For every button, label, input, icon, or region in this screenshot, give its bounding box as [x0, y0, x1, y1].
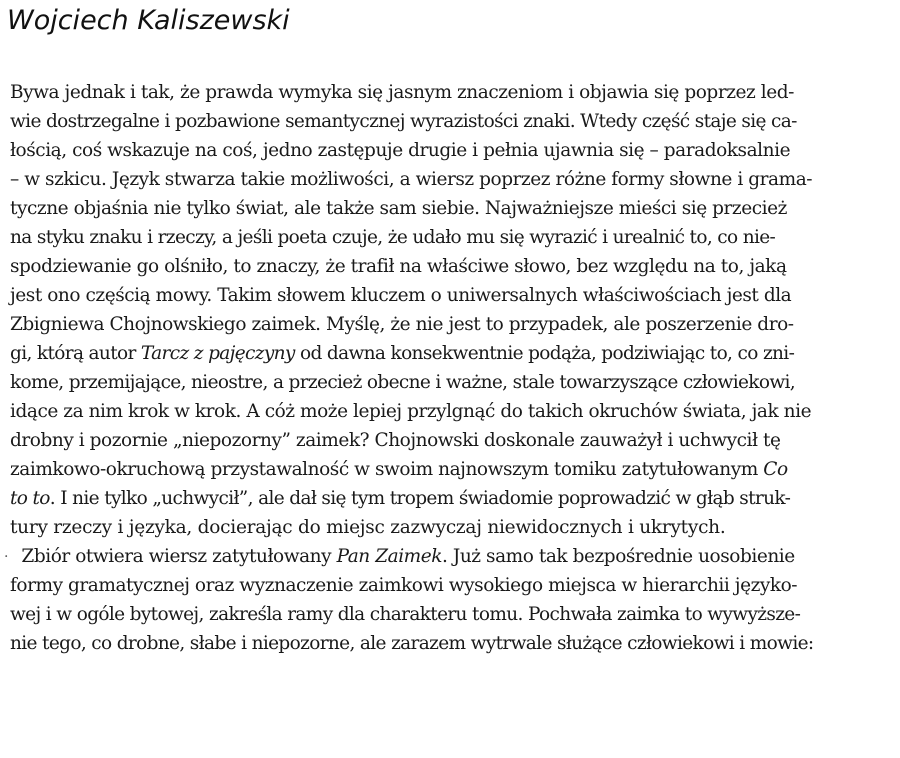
text-line: idące za nim krok w krok. A cóż może lepiej przylgnąć do takich okruchów świata, jak nie: [10, 401, 812, 422]
text-line: spodziewanie go olśniło, to znaczy, że trafił na właściwe słowo, bez względu na to, jaką: [10, 256, 787, 277]
text-line: Bywa jednak i tak, że prawda wymyka się jasnym znaczeniom i objawia się poprzez led-: [10, 82, 794, 103]
text-line: na styku znaku i rzeczy, a jeśli poeta czuje, że udało mu się wyrazić i urealnić to, co nie-: [10, 227, 776, 248]
book-title: Co: [763, 459, 788, 480]
text-run: Zbiór otwiera wiersz zatytułowany: [16, 546, 337, 567]
text-line: [10, 339, 894, 368]
poem-title: Pan Zaimek: [336, 546, 443, 567]
text-line: kome, przemijające, nieostre, a przecież obecne i ważne, stale towarzyszące człowiekowi,: [10, 372, 796, 393]
text-run: zaimkowo-okruchową przystawalność w swoim najnowszym tomiku zatytułowanym: [10, 459, 764, 480]
text-line: wej i w ogóle bytowej, zakreśla ramy dla charakteru tomu. Pochwała zaimka to wywyższe-: [10, 604, 801, 625]
text-line: wie dostrzegalne i pozbawione semantycznej wyrazistości znaki. Wtedy część staje się ca-: [10, 111, 797, 132]
bullet-mark: ·: [4, 549, 9, 565]
text-line: jest ono częścią mowy. Takim słowem kluczem o uniwersalnych właściwościach jest dla: [10, 285, 792, 306]
text-line: tyczne objaśnia nie tylko świat, ale także sam siebie. Najważniejsze mieści się przecież: [10, 198, 787, 219]
text-line: Zbigniewa Chojnowskiego zaimek. Myślę, że nie jest to przypadek, ale poszerzenie dro-: [10, 314, 794, 335]
text-line: formy gramatycznej oraz wyznaczenie zaimkowi wysokiego miejsca w hierarchii języko-: [10, 575, 798, 596]
text-line: tury rzeczy i języka, docierając do miejsc zazwyczaj niewidocznych i ukrytych.: [10, 517, 726, 538]
text-line: łością, coś wskazuje na coś, jedno zastępuje drugie i pełnia ujawnia się – paradoksalnie: [10, 140, 791, 161]
text-line: – w szkicu. Język stwarza takie możliwości, a wiersz poprzez różne formy słowne i grama-: [10, 169, 813, 190]
text-run: . I nie tylko „uchwycił”, ale dał się tym tropem świadomie poprowadzić w głąb struk-: [49, 488, 791, 509]
text-run: od dawna konsekwentnie podąża, podziwiając to, co zni-: [294, 343, 795, 364]
text-line: nie tego, co drobne, słabe i niepozorne, ale zarazem wytrwale służące człowiekowi i mowie:: [10, 633, 814, 654]
text-line: [4, 542, 894, 571]
text-run: . Już samo tak bezpośrednie uosobienie: [442, 546, 795, 567]
text-run: gi, którą autor: [10, 343, 141, 364]
body-text: [4, 78, 894, 658]
book-title: to to: [10, 488, 50, 509]
text-line: [10, 484, 894, 513]
text-line: [10, 455, 894, 484]
text-line: drobny i pozornie „niepozorny” zaimek? Chojnowski doskonale zauważył i uchwycił tę: [10, 430, 781, 451]
author-heading: Wojciech Kaliszewski: [7, 5, 290, 36]
book-title: Tarcz z pajęczyny: [140, 343, 295, 364]
